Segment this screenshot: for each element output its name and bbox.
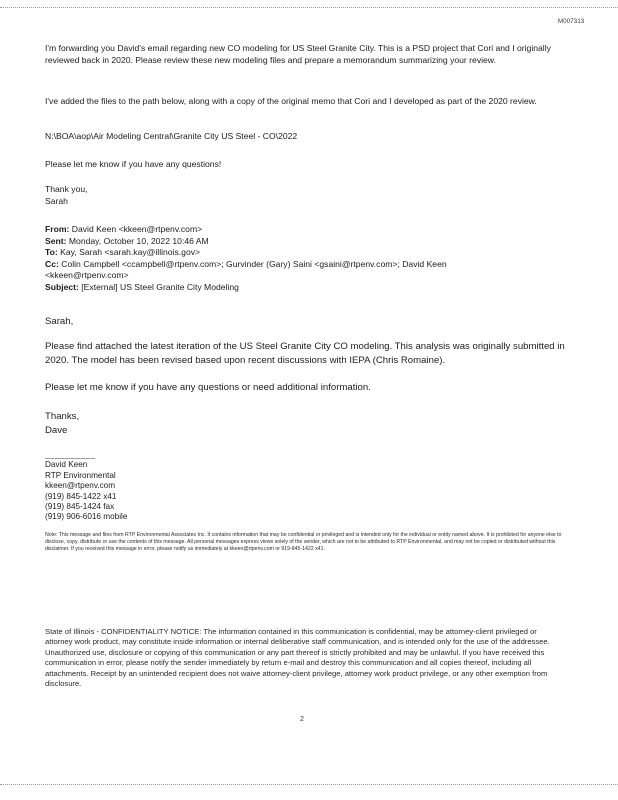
scan-edge-bottom [0, 784, 618, 785]
cc-label: Cc: [45, 258, 59, 269]
signature-email: kkeen@rtpenv.com [45, 481, 116, 491]
signature-mobile: (919) 906-6016 mobile [45, 512, 128, 522]
intro-signoff-name: Sarah [45, 196, 68, 206]
header-from [45, 224, 565, 236]
signature-name: David Keen [45, 460, 88, 470]
body-signoff-name: Dave [45, 425, 68, 436]
signature-company: RTP Environmental [45, 470, 116, 480]
intro-paragraph-3: Please let me know if you have any questions! [45, 159, 222, 169]
signature-phone: (919) 845-1422 x41 [45, 491, 117, 501]
header-cc-continued: <kkeen@rtpenv.com> [45, 270, 129, 281]
confidentiality-notice: State of Illinois - CONFIDENTIALITY NOTICE: The information contained in this communication is confidential, may be attorney-client privileged or attorney work product, may constitute inside information or internal deliberative staff communication, and is intended only for the use of the addressee. Unauthorized use, disclosure or copying of this communication or any part thereof is strictly prohibited and may be unlawful. If you have received this communication in error, please notify the sender immediately by return e-mail and destroy this communication and all copies thereof, including all attachments. Receipt by an unintended recipient does not waive attorney-client privilege, attorney work product privilege, or any other exemption from disclosure. [45, 627, 550, 689]
sender-disclaimer-note: Note: This message and files from RTP Environmental Associates Inc. It contains information that may be confidential or privileged and is intended only for the individual or entity named above. It is prohibited for anyone else to disclose, copy, distribute or use the contents of this message. All personal messages express views solely of the sender, which are not to be attributed to RTP Environmental, and may not be copied or distributed without this disclaimer. If you received this message in error, please notify us immediately at kkeen@rtpenv.com or 919-845-1422 x41. [45, 532, 562, 552]
header-to [45, 247, 565, 259]
header-subject [45, 282, 565, 294]
intro-thanks: Thank you, [45, 184, 88, 194]
subject-label: Subject: [45, 281, 79, 292]
body-paragraph-1: Please find attached the latest iteration of the US Steel Granite City CO modeling. This analysis was originally submitted in 2020. The model has been revised based upon recent discussions with IEPA (Chris Romaine). [45, 341, 565, 366]
body-paragraph-2: Please let me know if you have any questions or need additional information. [45, 382, 371, 393]
subject-value: [External] US Steel Granite City Modeling [81, 281, 239, 292]
from-label: From: [45, 224, 70, 234]
from-value: David Keen <kkeen@rtpenv.com> [71, 224, 203, 234]
intro-paragraph-2: I've added the files to the path below, along with a copy of the original memo that Cori and I developed as part of the 2020 review. [45, 96, 537, 106]
bates-number: M007313 [558, 19, 585, 25]
header-sent [45, 236, 565, 248]
sent-label: Sent: [45, 235, 67, 246]
header-cc [45, 259, 565, 271]
cc-value: Colin Campbell <ccampbell@rtpenv.com>; Gurvinder (Gary) Saini <gsaini@rtpenv.com>; David Keen [61, 258, 447, 269]
intro-paragraph-1: I'm forwarding you David's email regarding new CO modeling for US Steel Granite City. This is a PSD project that Cori and I originally reviewed back in 2020. Please review these new modeling files and prepare a memorandum summarizing your review. [45, 43, 551, 65]
sent-value: Monday, October 10, 2022 10:46 AM [68, 235, 209, 246]
to-value: Kay, Sarah <sarah.kay@illinois.gov> [60, 247, 201, 258]
email-header [45, 224, 565, 294]
signature-separator: __________ [45, 450, 96, 459]
page-number: 2 [300, 716, 304, 723]
scan-edge-top [0, 7, 618, 8]
signature-block [45, 450, 127, 523]
body-thanks: Thanks, [45, 411, 80, 422]
signature-fax: (919) 845-1424 fax [45, 502, 115, 512]
file-path: N:\BOA\aop\Air Modeling Central\Granite City US Steel - CO\2022 [45, 131, 298, 141]
to-label: To: [45, 247, 58, 258]
body-greeting: Sarah, [45, 316, 74, 327]
